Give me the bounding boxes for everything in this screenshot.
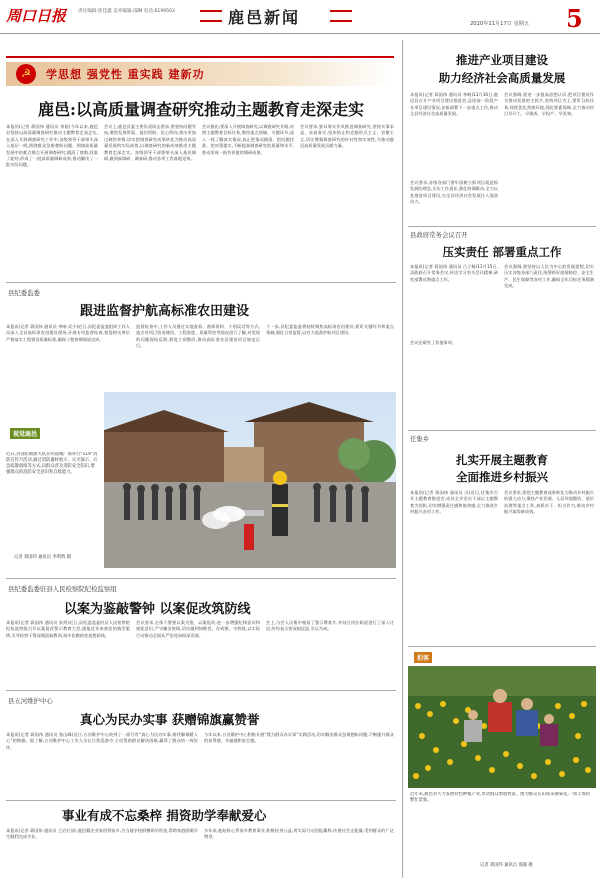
photo-credit: 记者 蒋国伟 通讯员 邵强 摄 bbox=[480, 863, 533, 868]
rule bbox=[408, 430, 596, 431]
lead-headline: 鹿邑:以高质量调查研究推动主题教育走深走实 bbox=[38, 100, 364, 119]
section-decoration-left bbox=[200, 10, 222, 22]
editor-info: 责任编辑:崔佳鑫 美术编辑:邵琳 电话:6199503 bbox=[78, 9, 175, 14]
projects-headline-1: 推进产业项目建设 bbox=[456, 53, 548, 67]
village-paragraph-2: 会议要求,要把主题教育成果转化为推动乡村振兴的强大动力,聚焦产业发展、人居环境整治、基层治理等重点工作,真抓实干、担当作为,推动乡村振兴取得新成效。 bbox=[504, 490, 594, 515]
masthead bbox=[0, 0, 600, 34]
rule bbox=[6, 800, 396, 801]
issue-date: 2020年11月17日 星期五 bbox=[470, 21, 530, 27]
flower-harvest-caption: 近年来,鹿邑县大力发展特色种植产业,带动群众增收致富。图为群众在田间采摘菊花,一派丰收的繁忙景象。 bbox=[410, 792, 591, 803]
rule bbox=[408, 646, 596, 647]
village-kicker: 任集乡 bbox=[410, 435, 430, 443]
procuratorate-paragraph-3: 会上,与会人员集中观看了警示教育片,并结合岗位职责进行了深入讨论,纷纷表示要深刻反思,引以为戒。 bbox=[266, 620, 394, 632]
village-headline-2: 全面推进乡村振兴 bbox=[456, 470, 548, 484]
rule bbox=[6, 282, 396, 283]
inspection-paragraph-3: 下一步,县纪委监委将持续聚焦高标准农田建设,紧盯关键环节和重点领域,强化日常监督,以有力监督护航项目建设。 bbox=[266, 324, 394, 336]
fire-drill-photo bbox=[104, 392, 396, 568]
charity-headline: 事业有成不忘桑梓 捐资助学奉献爱心 bbox=[62, 808, 267, 823]
center-kicker: 县五河维护中心 bbox=[8, 697, 53, 705]
photo-tag: 视觉鹿邑 bbox=[10, 428, 40, 439]
projects-paragraph-1: 本报讯(记者 蒋国伟 通讯员 李响)11月16日,鹿邑县召开产业项目建设推进会,总结前一阶段产业项目建设情况,安排部署下一步重点工作,推动全县经济社会高质量发展。 bbox=[410, 92, 498, 117]
section-name: 鹿邑新闻 bbox=[228, 8, 301, 27]
flower-harvest-illustration bbox=[408, 666, 596, 788]
government-kicker: 县政府常务会议召开 bbox=[410, 231, 468, 239]
lead-paragraph-3: 会议指出,要深入开展调查研究,以调查研究开路,对照主题教育目标任务,聚焦重点领域、关键环节,深入一线了解真实情况,真正把情况摸清、把问题找准、把对策提实,不断提高调查研究的质量和水平,推动形成一批有价值的调研成果。 bbox=[202, 124, 294, 155]
rule bbox=[6, 578, 396, 579]
procuratorate-paragraph-2: 会议要求,全体干警要以案为鉴、以案促改,进一步增强纪律意识和规矩意识,严守廉洁底线,切实做到知敬畏、存戒惧、守底线,以实际行动推动全面从严治党向纵深发展。 bbox=[136, 620, 260, 638]
charity-paragraph-2: 多年来,他始终心系家乡教育事业,积极投身公益,用实际行动回报桑梓,传递社会正能量,受到群众的广泛赞誉。 bbox=[204, 828, 394, 840]
government-paragraph-3: 会议还研究了其他事项。 bbox=[410, 340, 457, 345]
procuratorate-kicker: 县纪委监委驻县人民检察院纪检监察组 bbox=[8, 585, 117, 593]
rule bbox=[408, 226, 596, 227]
lead-paragraph-4: 会议要求,要以务实作风推进调查研究,坚持实事求是、求真务实,坚决防止和克服形式主义、官僚主义,切实增强调查研究的针对性和实效性,为推动鹿邑高质量发展贡献力量。 bbox=[300, 124, 394, 149]
procuratorate-headline: 以案为鉴敲警钟 以案促改筑防线 bbox=[64, 602, 251, 617]
theme-banner bbox=[6, 62, 394, 86]
inspection-paragraph-1: 本报讯(记者 蒋国伟 通讯员 李响 武少)近日,县纪委监委组织工作人员深入全县高标准农田建设现场,开展专项监督检查,督促相关单位严格落实工程建设质量标准,确保工程按期保质完成。 bbox=[6, 324, 130, 342]
rule bbox=[6, 56, 394, 58]
fire-drill-illustration bbox=[104, 392, 396, 568]
party-emblem-icon: ☭ bbox=[16, 64, 36, 84]
charity-paragraph-1: 本报讯(记者 蒋国伟 通讯员 王启)日前,鹿邑籍企业家回到家乡,为当地学校捐赠助学资金,帮助家庭困难学生顺利完成学业。 bbox=[6, 828, 198, 840]
newspaper-logo: 周口日报 bbox=[6, 7, 67, 25]
government-paragraph-1: 本报讯(记者 蒋国伟 通讯员 吕子杨)11月15日,县政府召开常务会议,传达学习有关会议精神,研究部署近期重点工作。 bbox=[410, 264, 498, 282]
rule bbox=[6, 690, 396, 691]
center-paragraph-2: 今年以来,五河维护中心积极开展“我为群众办实事”实践活动,切实解决群众急难愁盼问题,不断提升群众的获得感、幸福感和安全感。 bbox=[204, 732, 394, 744]
lead-paragraph-1: 本报讯(记者 蒋国伟 通讯员 余姐)今年以来,鹿邑县坚持以高质量调查研究推动主题教育走深走实,在深入开展调查研究工作中,各级领导干部带头深入基层一线,围绕群众急难愁盼问题、围绕高质量发展中的难点堵点开展调查研究,摸清了底数,找准了症结,形成了一批高质量调研成果,推动解决了一批实际问题。 bbox=[6, 124, 98, 168]
projects-paragraph-3: 会议要求,各级各部门要牢固树立抓项目就是抓发展的理念,压实工作责任,强化协调联动,全力以赴推进项目建设,为全县经济社会发展注入强劲动力。 bbox=[410, 180, 498, 205]
village-paragraph-1: 本报讯(记者 蒋国伟 通讯员 冯)近日,任集乡召开主题教育推进会,动员全乡党员干部以主题教育为契机,切实增强责任感和使命感,全力推进乡村振兴各项工作。 bbox=[410, 490, 498, 515]
government-paragraph-2: 会议强调,要坚持以人民为中心的发展思想,切实压实各级各部门责任,统筹抓好疫情防控、安全生产、民生保障等各项工作,确保全年目标任务圆满完成。 bbox=[504, 264, 594, 289]
procuratorate-paragraph-1: 本报讯(记者 蒋国伟 通讯员 张剑)近日,县纪委监委驻县人民检察院纪检监察组召开以案促改警示教育大会,通报近年来查处的典型案例,引导检察干警深刻汲取教训,筑牢拒腐防变思想防线。 bbox=[6, 620, 130, 638]
inspection-headline: 跟进监督护航高标准农田建设 bbox=[80, 304, 250, 319]
flower-harvest-photo bbox=[408, 666, 596, 788]
center-paragraph-1: 本报讯(记者 蒋国伟 通讯员 张山峰)近日,五河维护中心收到了一面写有“真心为民办实事,排忧解难暖人心”的锦旗。据了解,五河维护中心工作人员在日常巡查中,主动帮助群众解决困难,赢得了群众的一致好评。 bbox=[6, 732, 198, 750]
section-decoration-right bbox=[330, 10, 352, 22]
photo-tag: 拍客 bbox=[414, 652, 432, 663]
projects-headline-2: 助力经济社会高质量发展 bbox=[438, 71, 566, 85]
column-divider bbox=[402, 40, 403, 878]
page-number: 5 bbox=[566, 4, 583, 33]
inspection-kicker: 县纪委监委 bbox=[8, 289, 40, 297]
center-headline: 真心为民办实事 获赠锦旗赢赞誉 bbox=[80, 712, 260, 727]
fire-drill-caption: 近日,县消防救援大队在明道城广场举行“119”消防宣传月活动,通过消防器材展示、灭火演示、应急疏散演练等方式,向群众普及消防安全知识,增强群众的消防安全意识和自救能力。 bbox=[6, 452, 98, 475]
village-headline-1: 扎实开展主题教育 bbox=[456, 453, 548, 467]
lead-paragraph-2: 会议上,鹿邑县委主要负责同志要求,要坚持问题导向,聚焦发展所需、基层所盼、民心所向,拿出更加过硬的举措,切实把调查研究成果转化为推动高质量发展的实际成效,以调查研究的新成效推动主题教育走深走实。各级领导干部要带头深入基层调研,做到真调研、调真研,推动各项工作落地见效。 bbox=[104, 124, 196, 162]
banner-slogan: 学思想 强党性 重实践 建新功 bbox=[46, 68, 205, 81]
projects-paragraph-2: 会议强调,要进一步提高思想认识,把项目建设作为推动发展的主抓手,坚持项目为王,紧盯目标任务,持续优化营商环境,强化要素保障,全力推动项目早开工、早建成、早投产、早见效。 bbox=[504, 92, 594, 117]
photo-credit: 记者 蒋国伟 通讯员 李明辉 摄 bbox=[14, 555, 72, 560]
inspection-paragraph-2: 监督检查中,工作人员通过实地查看、查阅资料、个别谈话等方式,重点对项目资金使用、工程进度、质量管控等情况进行了解,对发现的问题现场反馈,督促立即整改,推动高标准农田建设项目规范运行。 bbox=[136, 324, 260, 349]
government-headline: 压实责任 部署重点工作 bbox=[442, 245, 562, 259]
